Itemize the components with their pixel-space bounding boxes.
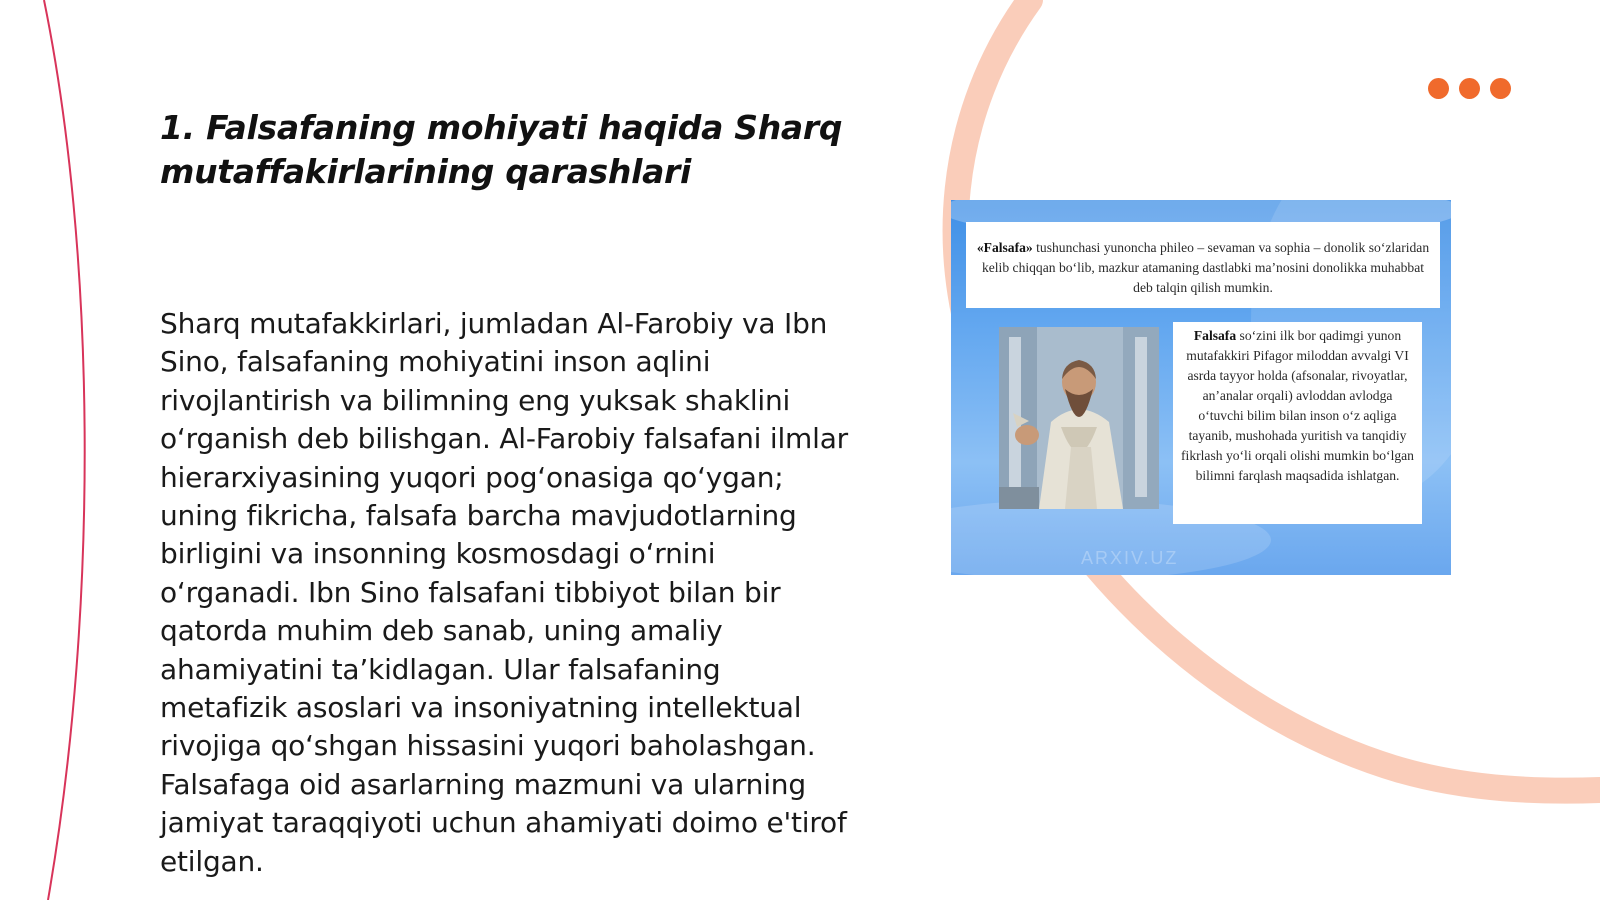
falsafa-definition-image bbox=[951, 200, 1451, 575]
slide-title: 1. Falsafaning mohiyati haqida Sharq mutaffakirlarining qarashlari bbox=[160, 108, 843, 191]
image-side-caption bbox=[1173, 322, 1422, 524]
dot bbox=[1428, 78, 1449, 99]
image-side-text: so‘zini ilk bor qadimgi yunon mutafakkiri Pifagor miloddan avvalgi VI asrda tayyor holda (afsonalar, rivoyatlar, an’analar orqali) avloddan avlodga o‘tuvchi bilim bilan inson o‘z aqliga tayanib, mushohada yuritish va tanqidiy fikrlash yo‘li orqali olishi mumkin bo‘lgan bilimni farqlash maqsadida ishlatgan. bbox=[1181, 328, 1414, 483]
image-side-term: Falsafa bbox=[1193, 328, 1237, 343]
pythagoras-portrait bbox=[999, 327, 1159, 509]
dot bbox=[1490, 78, 1511, 99]
image-top-text: tushunchasi yunoncha phileo – sevaman va sophia – donolik so‘zlaridan kelib chiqqan bo‘lib, mazkur atamaning dastlabki ma’nosini donolikka muhabbat deb talqin qilish mumkin. bbox=[981, 240, 1430, 295]
dot bbox=[1459, 78, 1480, 99]
decorative-left-curve bbox=[44, 0, 85, 900]
portrait-illustration bbox=[999, 327, 1159, 509]
image-top-term: «Falsafa» bbox=[976, 240, 1033, 255]
image-top-caption bbox=[966, 222, 1440, 308]
image-watermark: ARXIV.UZ bbox=[1081, 548, 1179, 568]
slide-body-text: Sharq mutafakkirlari, jumladan Al-Farobiy va Ibn Sino, falsafaning mohiyatini inson aqlini rivojlantirish va bilimning eng yuksak shaklini o‘rganish deb bilishgan. Al-Farobiy falsafani ilmlar hierarxiyasining yuqori pog‘onasiga qo‘ygan; uning fikricha, falsafa barcha mavjudotlarning birligini va insonning kosmosdagi o‘rnini o‘rganadi. Ibn Sino falsafani tibbiyot bilan bir qatorda muhim deb sanab, uning amaliy ahamiyatini ta’kidlagan. Ular falsafaning metafizik asoslari va insoniyatning intellektual rivojiga qo‘shgan hissasini yuqori baholashgan. Falsafaga oid asarlarning mazmuni va ularning jamiyat taraqqiyoti uchun ahamiyati doimo e'tirof etilgan. bbox=[160, 307, 848, 878]
three-dots-icon bbox=[1428, 78, 1511, 99]
